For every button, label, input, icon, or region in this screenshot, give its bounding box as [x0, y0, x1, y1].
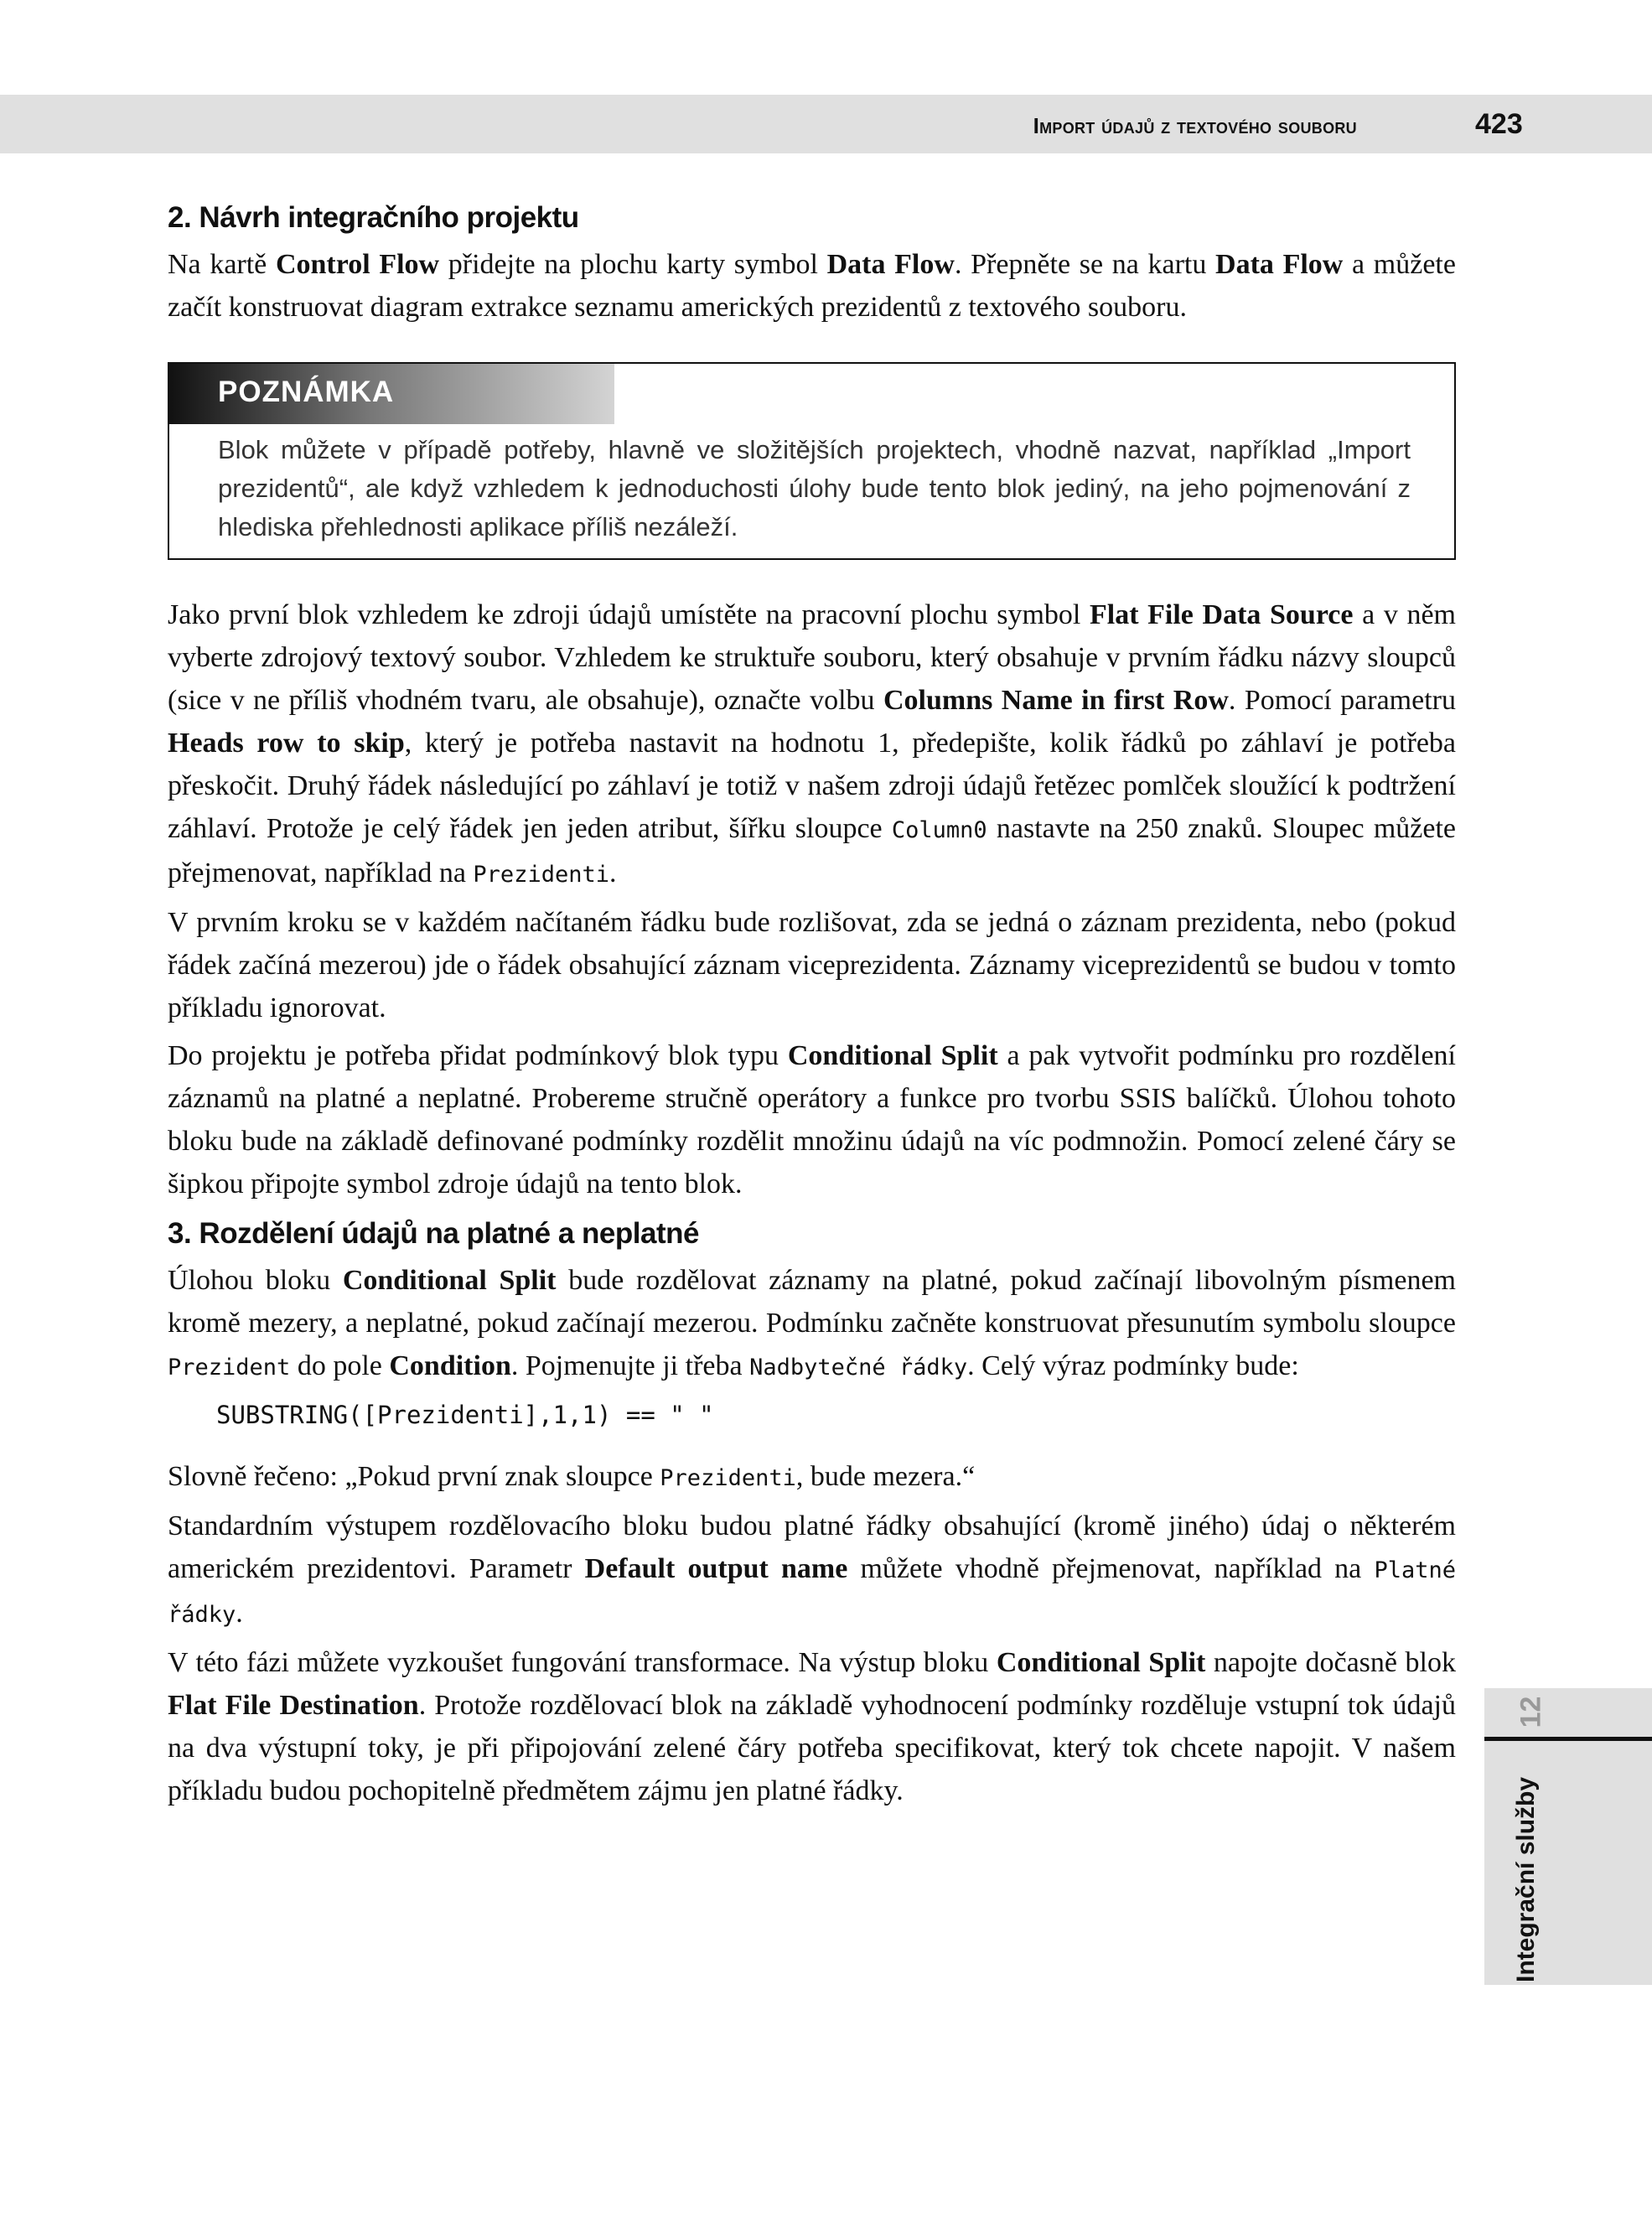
text-run: . Pojmenujte ji třeba — [510, 1350, 750, 1381]
code-term: Prezidenti — [660, 1465, 796, 1491]
code-term: Nadbytečné řádky — [749, 1355, 968, 1381]
page-number: 423 — [1475, 108, 1523, 140]
paragraph — [168, 1505, 1456, 1636]
paragraph — [168, 1641, 1456, 1812]
paragraph — [168, 1455, 1456, 1500]
paragraph — [168, 1034, 1456, 1205]
paragraph — [168, 1259, 1456, 1389]
text-run: . — [608, 857, 617, 889]
text-run: a můžete začít konstruovat diagram extrakce seznamu amerických prezidentů z textového souboru. — [168, 249, 1456, 323]
text-run: přidejte na plochu karty symbol — [439, 249, 827, 280]
bold-term: Heads row to skip — [168, 728, 405, 759]
bold-term: Columns Name in first Row — [883, 685, 1229, 716]
bold-term: Flat File Destination — [168, 1690, 419, 1721]
paragraph — [168, 243, 1456, 329]
text-run: . Celý výraz podmínky bude: — [967, 1350, 1299, 1381]
bold-term: Flat File Data Source — [1089, 599, 1354, 630]
text-run: Jako první blok vzhledem ke zdroji údajů umístěte na pracovní plochu symbol — [168, 599, 1090, 630]
bold-term: Conditional Split — [996, 1647, 1206, 1678]
bold-term: Data Flow — [826, 249, 955, 280]
text-run: . Protože rozdělovací blok na základě vyhodnocení podmínky rozděluje vstupní tok údajů na dva výstupní toky, je při připojování zelené čáry potřeba specifikovat, který tok chcete napojit. V našem příkladu budou pochopitelně předmětem zájmu jen platné řádky. — [168, 1690, 1456, 1806]
text-run: V této fázi můžete vyzkoušet fungování transformace. Na výstup bloku — [168, 1647, 997, 1678]
code-term: Prezidenti — [473, 862, 609, 888]
chapter-side-tab — [1484, 1688, 1652, 1985]
text-run: . — [236, 1598, 243, 1629]
code-term: Prezident — [168, 1355, 291, 1381]
paragraph — [168, 593, 1456, 896]
running-header-title: Import údajů z textového souboru — [1033, 113, 1357, 138]
text-run: a pak vytvořit podmínku pro rozdělení záznamů na platné a neplatné. Probereme stručně operátory a funkce pro tvorbu SSIS balíčků. Úlohou tohoto bloku bude na základě definované podmínky rozdělit množinu údajů na víc podmnožin. Pomocí zelené čáry se šipkou připojte symbol zdroje údajů na tento blok. — [168, 1040, 1456, 1199]
text-run: nastavte na 250 znaků. Sloupec můžete přejmenovat, například na — [168, 813, 1456, 889]
text-run: Do projektu je potřeba přidat podmínkový blok typu — [168, 1040, 788, 1071]
note-text: Blok můžete v případě potřeby, hlavně ve složitějších projektech, vhodně nazvat, například „Import prezidentů“, ale když vzhledem k jednoduchosti úlohy bude tento blok jediný, na jeho pojmenování z hlediska přehlednosti aplikace příliš nezáleží. — [218, 435, 1411, 541]
bold-term: Condition — [389, 1350, 511, 1381]
code-term: Column0 — [891, 817, 987, 843]
bold-term: Data Flow — [1215, 249, 1344, 280]
text-run: . Přepněte se na kartu — [954, 249, 1216, 280]
text-run: bude rozdělovat záznamy na platné, pokud začínají libovolným písmenem kromě mezery, a neplatné, pokud začínají mezerou. Podmínku začněte konstruovat přesunutím symbolu sloupce — [168, 1265, 1456, 1339]
text-run: Na kartě — [168, 249, 276, 280]
code-term: Platné řádky — [168, 1557, 1456, 1628]
bold-term: Control Flow — [275, 249, 440, 280]
text-run: napojte dočasně blok — [1205, 1647, 1456, 1678]
section-heading: 3. Rozdělení údajů na platné a neplatné — [168, 1217, 699, 1250]
chapter-label: Integrační služby — [1512, 1776, 1540, 1982]
text-run: Slovně řečeno: „Pokud první znak sloupce — [168, 1461, 660, 1492]
text-run: , bude mezera.“ — [795, 1461, 976, 1492]
bold-term: Default output name — [584, 1553, 848, 1584]
text-run: Úlohou bloku — [168, 1265, 343, 1296]
text-run: do pole — [290, 1350, 390, 1381]
section-heading: 2. Návrh integračního projektu — [168, 201, 579, 234]
chapter-number: 12 — [1515, 1696, 1547, 1728]
text-run: . Pomocí parametru — [1228, 685, 1456, 716]
text-run: můžete vhodně přejmenovat, například na — [847, 1553, 1375, 1584]
text-run: a v něm vyberte zdrojový textový soubor. Vzhledem ke struktuře souboru, který obsahuje v prvním řádku názvy sloupců (sice v ne příliš vhodném tvaru, ale obsahuje), označte volbu — [168, 599, 1456, 716]
running-header — [0, 95, 1652, 153]
text-run: , který je potřeba nastavit na hodnotu 1, předepište, kolik řádků po záhlaví je potřeba přeskočit. Druhý řádek následující po záhlaví je totiž v našem zdroji údajů řetězec pomlček sloužící k podtržení záhlaví. Protože je celý řádek jen jeden atribut, šířku sloupce — [168, 728, 1457, 844]
text-column — [168, 198, 1456, 1817]
paragraph — [168, 901, 1456, 1029]
text-run: V prvním kroku se v každém načítaném řádku bude rozlišovat, zda se jedná o záznam prezidenta, nebo (pokud řádek začíná mezerou) jde o řádek obsahující záznam viceprezidenta. Záznamy viceprezidentů se budou v tomto příkladu ignorovat. — [168, 907, 1456, 1023]
text-run: Standardním výstupem rozdělovacího bloku budou platné řádky obsahující (kromě jiného) údaj o některém americkém prezidentovi. Parametr — [168, 1510, 1456, 1584]
bold-term: Conditional Split — [342, 1265, 557, 1296]
note-label: POZNÁMKA — [218, 376, 395, 408]
code-expression: SUBSTRING([Prezidenti],1,1) == " " — [216, 1401, 714, 1429]
bold-term: Conditional Split — [787, 1040, 998, 1071]
note-box — [168, 362, 1456, 560]
note-label-box — [169, 364, 614, 424]
